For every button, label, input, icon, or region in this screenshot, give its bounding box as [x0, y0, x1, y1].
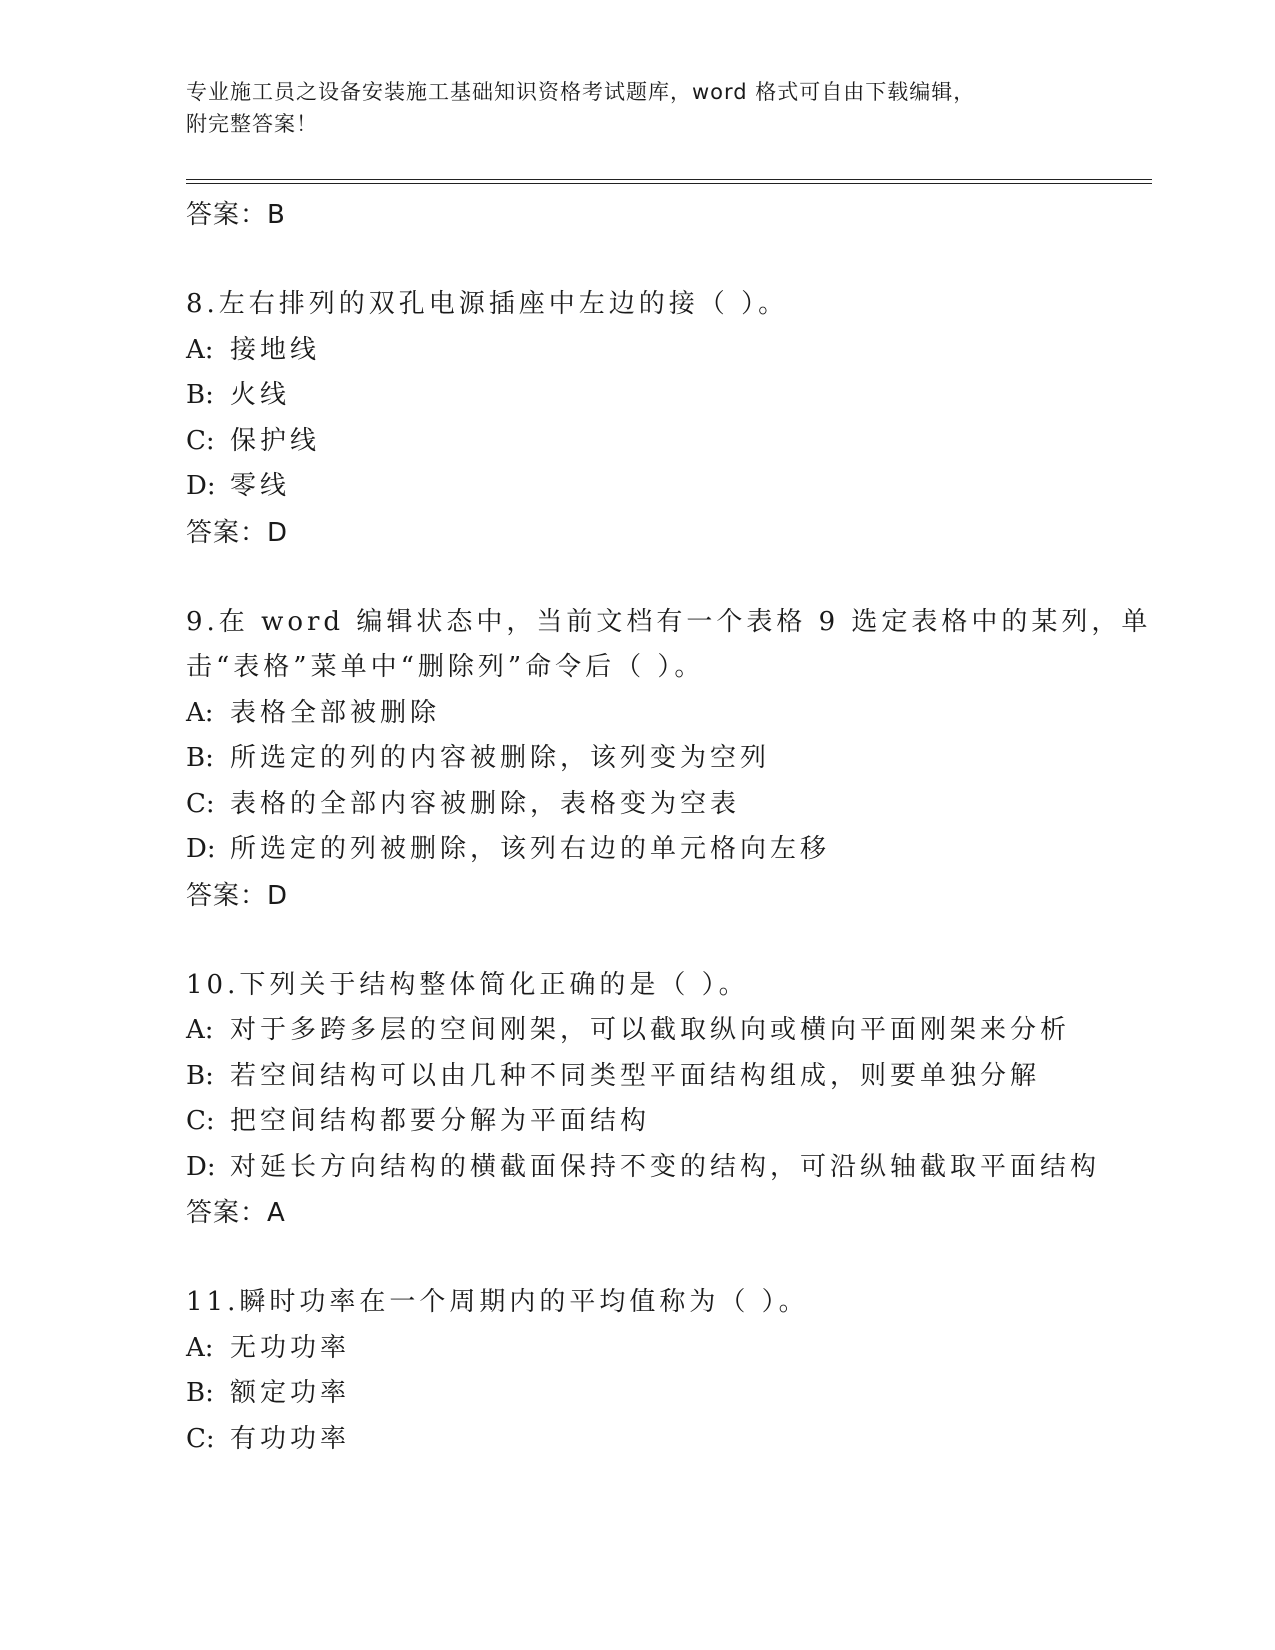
option-b: B: 火线 — [186, 380, 291, 410]
header-divider-top — [186, 179, 1152, 180]
answer-line: 答案：D — [186, 880, 289, 911]
question-item — [186, 600, 1152, 919]
option-c: C: 表格的全部内容被删除，表格变为空表 — [186, 788, 741, 819]
option-a: A: 对于多跨多层的空间刚架，可以截取纵向或横向平面刚架来分析 — [186, 1015, 1071, 1045]
answer-line: 答案：B — [186, 200, 286, 230]
option-d: D: 对延长方向结构的横截面保持不变的结构，可沿纵轴截取平面结构 — [186, 1151, 1101, 1182]
option-b: B: 额定功率 — [186, 1378, 351, 1408]
option-a: A: 接地线 — [186, 334, 321, 365]
option-c: C: 把空间结构都要分解为平面结构 — [186, 1106, 651, 1136]
option-a: A: 无功功率 — [186, 1332, 351, 1363]
option-b: B: 若空间结构可以由几种不同类型平面结构组成，则要单独分解 — [186, 1060, 1041, 1091]
header-line-2: 附完整答案！ — [186, 112, 318, 136]
option-d: D: 零线 — [186, 471, 291, 501]
question-text: 9.在 word 编辑状态中，当前文档有一个表格 9 选定表格中的某列，单 — [186, 606, 1152, 637]
answer-line: 答案：D — [186, 517, 289, 548]
answer-line: 答案：A — [186, 1198, 286, 1228]
question-text-continued: 击“表格”菜单中“删除列”命令后（ ）。 — [186, 652, 705, 682]
option-b: B: 所选定的列的内容被删除，该列变为空列 — [186, 743, 771, 773]
document-header — [186, 76, 1086, 140]
question-text: 11.瞬时功率在一个周期内的平均值称为（ ）。 — [186, 1287, 809, 1317]
question-item — [186, 282, 1086, 556]
header-divider-bottom — [186, 183, 1152, 184]
question-text: 10.下列关于结构整体简化正确的是（ ）。 — [186, 969, 749, 1000]
question-item — [186, 1280, 1086, 1462]
option-c: C: 有功功率 — [186, 1423, 351, 1454]
option-c: C: 保护线 — [186, 425, 321, 456]
question-item — [186, 963, 1101, 1237]
question-list — [186, 192, 1152, 1462]
option-d: D: 所选定的列被删除，该列右边的单元格向左移 — [186, 834, 831, 864]
header-line-1: 专业施工员之设备安装施工基础知识资格考试题库，word 格式可自由下载编辑， — [186, 80, 976, 104]
option-a: A: 表格全部被删除 — [186, 697, 441, 728]
question-text: 8.左右排列的双孔电源插座中左边的接（ ）。 — [186, 289, 789, 319]
